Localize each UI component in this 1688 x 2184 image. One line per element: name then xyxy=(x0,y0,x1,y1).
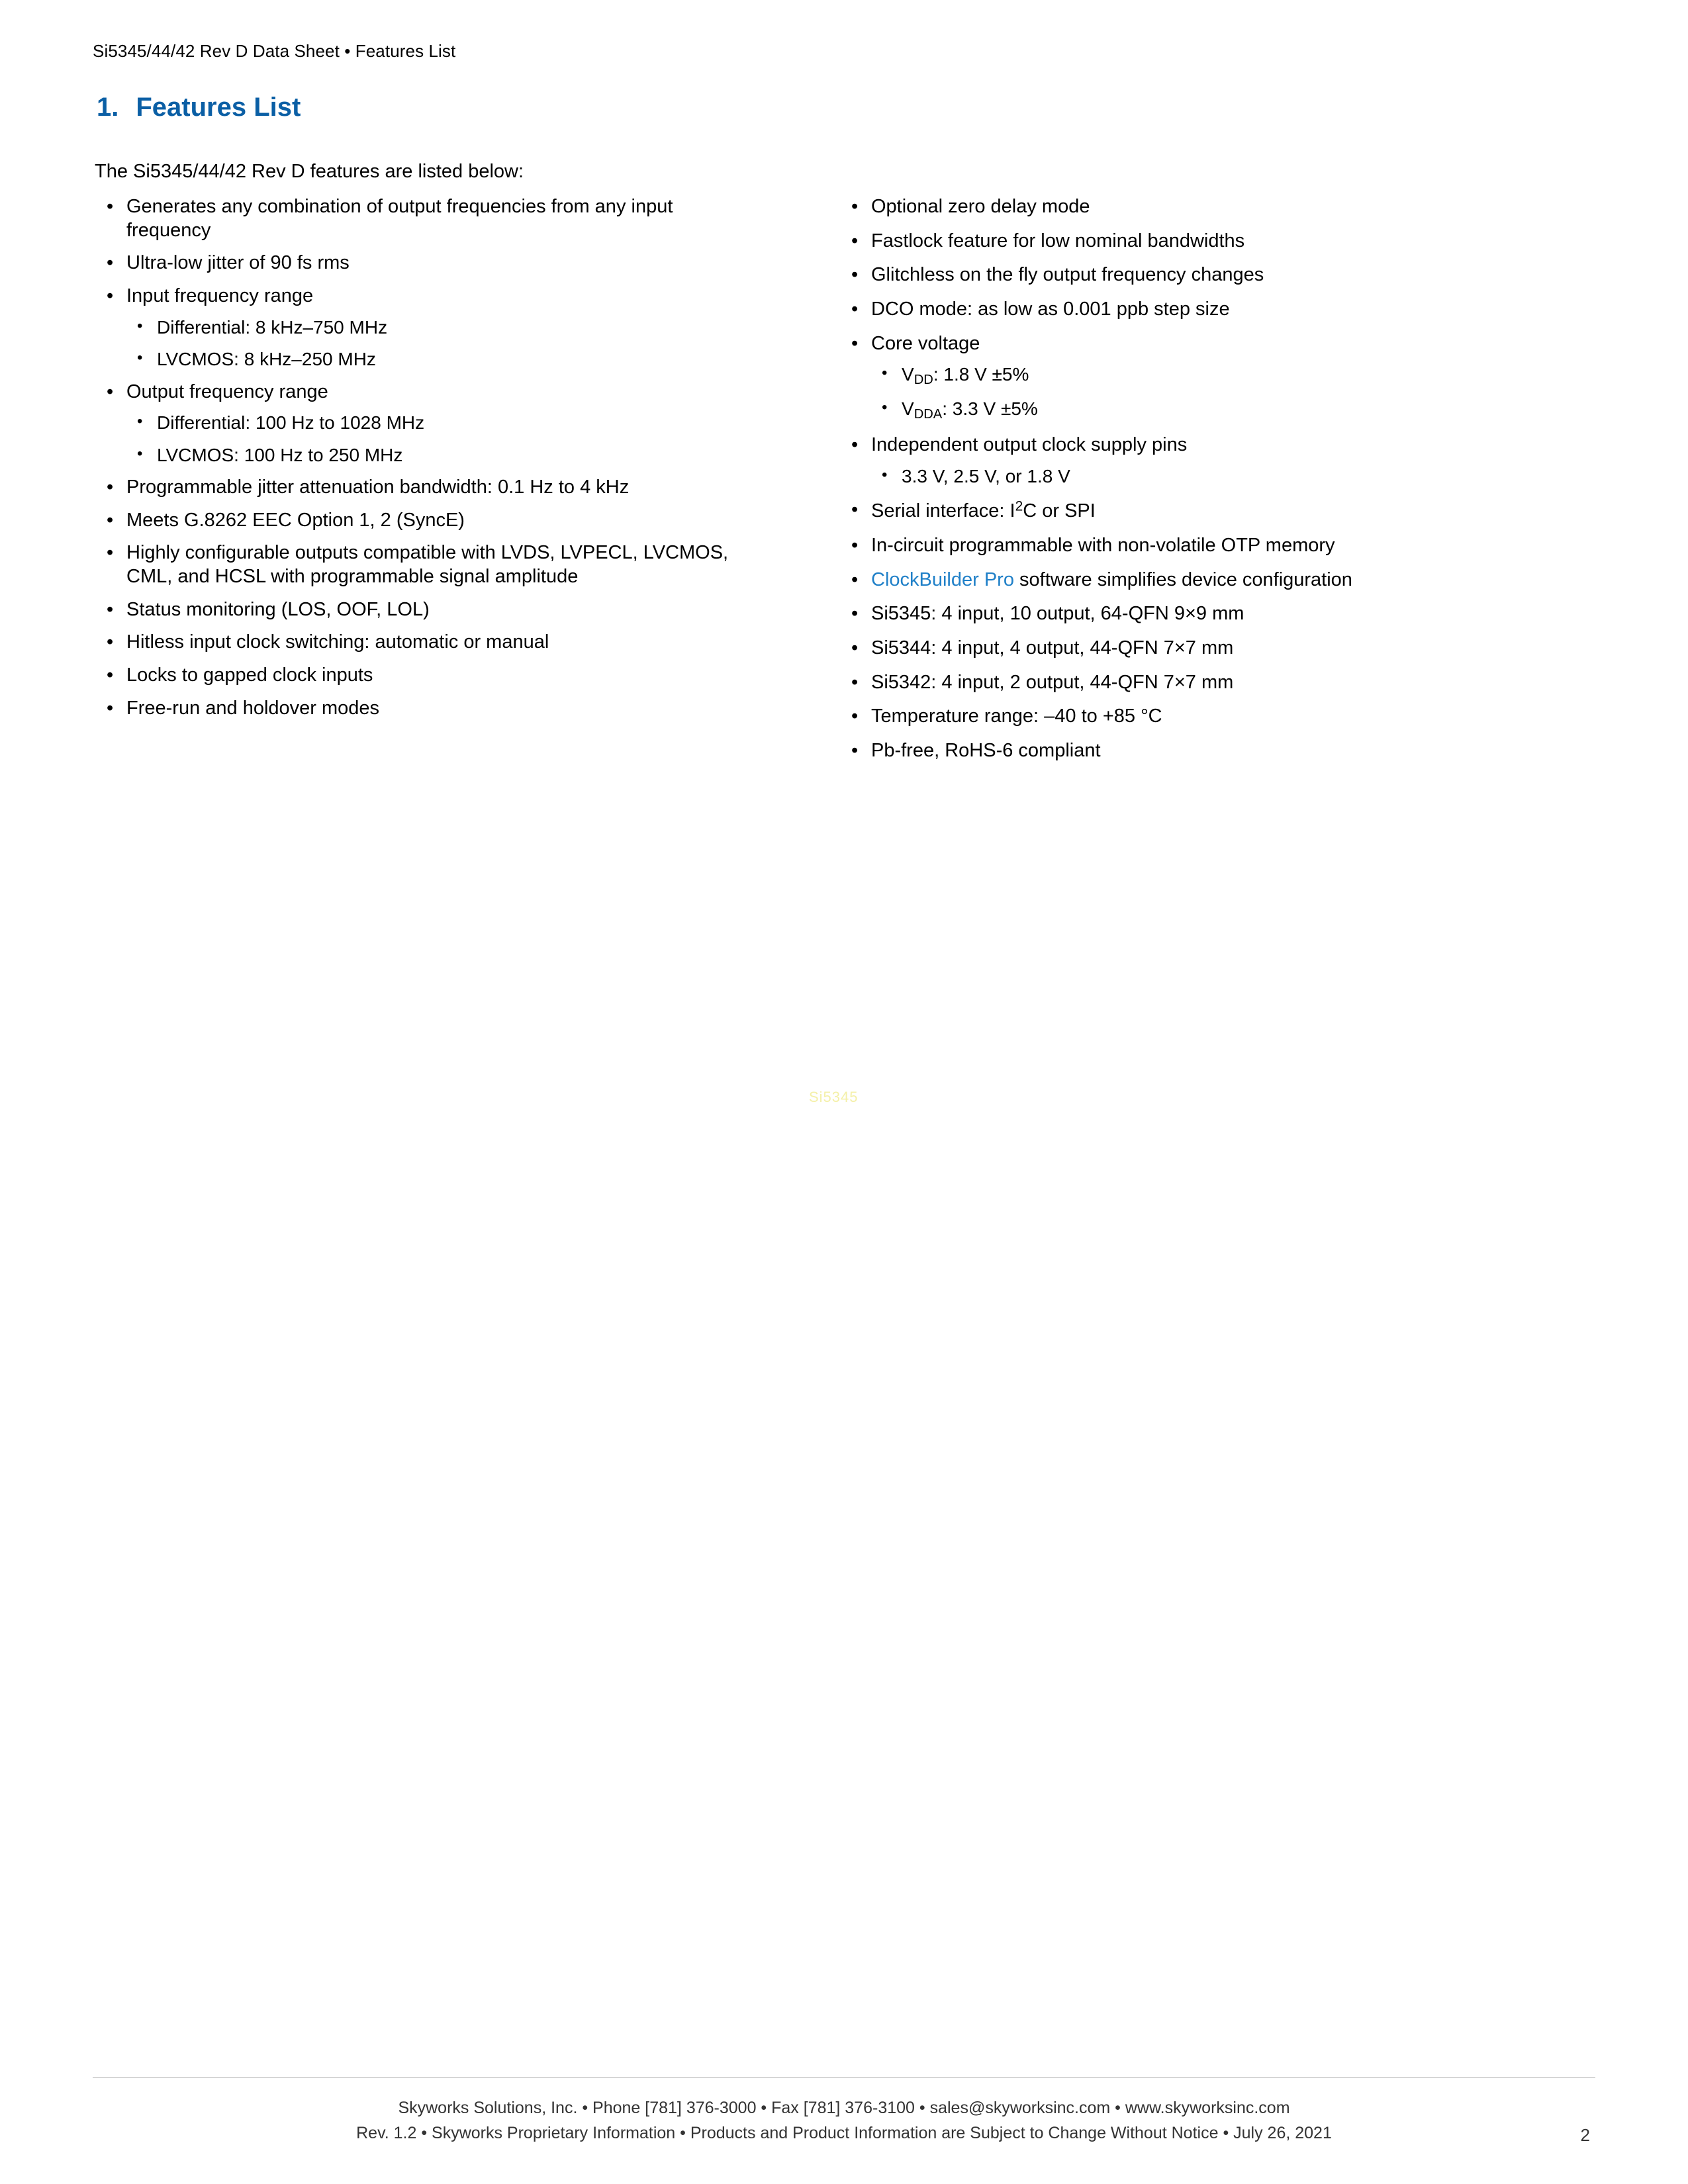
feature-text: Meets G.8262 EEC Option 1, 2 (SyncE) xyxy=(126,509,465,531)
feature-item xyxy=(839,569,1505,592)
feature-text: Si5344: 4 input, 4 output, 44-QFN 7×7 mm xyxy=(871,637,1234,659)
bullet-icon: • xyxy=(107,598,114,620)
feature-text: Highly configurable outputs compatible with LVDS, LVPECL, LVCMOS, CML, and HCSL with programmable signal amplitude xyxy=(126,542,729,587)
watermark: Si5345 xyxy=(809,1089,859,1105)
feature-subtext: 3.3 V, 2.5 V, or 1.8 V xyxy=(902,465,1070,486)
bullet-icon: • xyxy=(851,569,859,590)
feature-subtext: Differential: 8 kHz–750 MHz xyxy=(157,316,388,338)
feature-text: Glitchless on the fly output frequency changes xyxy=(871,264,1264,286)
feature-text: Input frequency range xyxy=(126,285,314,306)
feature-text: DCO mode: as low as 0.001 ppb step size xyxy=(871,298,1230,320)
feature-text: Core voltage xyxy=(871,332,980,354)
bullet-icon: • xyxy=(107,664,114,686)
bullet-icon: • xyxy=(107,631,114,653)
bullet-icon: • xyxy=(851,637,859,659)
feature-text: Hitless input clock switching: automatic or manual xyxy=(126,631,549,653)
feature-subtext: Differential: 100 Hz to 1028 MHz xyxy=(157,412,425,433)
bullet-icon: • xyxy=(107,509,114,531)
feature-subtext: $V_{DD}$: 1.8 V ±5% xyxy=(902,364,1029,388)
bullet-icon: • xyxy=(107,252,114,274)
bullet-icon: • xyxy=(882,398,888,417)
bullet-icon: • xyxy=(882,364,888,383)
feature-sublist xyxy=(871,465,1505,488)
feature-item xyxy=(839,298,1505,322)
feature-sublist xyxy=(126,316,760,371)
feature-item xyxy=(839,498,1505,523)
feature-subitem xyxy=(871,465,1505,488)
feature-item xyxy=(95,541,760,588)
bullet-icon: • xyxy=(137,316,143,335)
feature-item xyxy=(839,332,1505,423)
bullet-icon: • xyxy=(851,535,859,557)
bullet-icon: • xyxy=(851,196,859,217)
bullet-icon: • xyxy=(851,298,859,320)
feature-text: ClockBuilder Pro software simplifies device configuration xyxy=(871,569,1352,590)
bullet-icon: • xyxy=(851,705,859,727)
feature-text: Independent output clock supply pins xyxy=(871,433,1188,455)
bullet-icon: • xyxy=(851,499,859,520)
bullet-icon: • xyxy=(107,697,114,719)
feature-item xyxy=(95,251,760,275)
feature-text: Programmable jitter attenuation bandwidth: 0.1 Hz to 4 kHz xyxy=(126,477,630,498)
feature-item xyxy=(839,230,1505,253)
bullet-icon: • xyxy=(137,444,143,463)
feature-text: Status monitoring (LOS, OOF, LOL) xyxy=(126,598,430,620)
feature-item xyxy=(95,664,760,688)
feature-sublist xyxy=(871,363,1505,423)
feature-text: Si5345: 4 input, 10 output, 64-QFN 9×9 mm xyxy=(871,603,1244,625)
feature-text: Optional zero delay mode xyxy=(871,196,1090,217)
feature-subtext: $V_{DDA}$: 3.3 V ±5% xyxy=(902,398,1038,422)
section-title: Features List xyxy=(136,93,301,122)
page-title xyxy=(97,93,301,122)
feature-item xyxy=(95,697,760,721)
feature-item xyxy=(839,433,1505,488)
feature-subitem xyxy=(126,444,760,467)
feature-text: Temperature range: –40 to +85 °C xyxy=(871,705,1162,727)
feature-item xyxy=(839,637,1505,660)
feature-item xyxy=(95,476,760,500)
feature-subitem xyxy=(871,398,1505,423)
feature-item xyxy=(839,195,1505,219)
feature-item xyxy=(95,631,760,655)
feature-item xyxy=(95,285,760,371)
feature-sublist xyxy=(126,412,760,467)
page-footer xyxy=(0,2096,1688,2146)
section-number: 1. xyxy=(97,93,119,122)
feature-subitem xyxy=(126,348,760,371)
feature-text: Output frequency range xyxy=(126,381,328,402)
feature-item xyxy=(839,534,1505,558)
feature-subtext: LVCMOS: 100 Hz to 250 MHz xyxy=(157,444,403,465)
features-column-right xyxy=(839,195,1505,774)
feature-subitem xyxy=(126,412,760,434)
bullet-icon: • xyxy=(851,433,859,455)
feature-item xyxy=(95,381,760,467)
features-columns xyxy=(95,195,1505,774)
feature-text: In-circuit programmable with non-volatile OTP memory xyxy=(871,535,1335,557)
bullet-icon: • xyxy=(137,349,143,367)
feature-item xyxy=(95,598,760,622)
feature-subitem xyxy=(126,316,760,339)
bullet-icon: • xyxy=(851,332,859,354)
footer-line-1: Skyworks Solutions, Inc. • Phone [781] 376-3000 • Fax [781] 376-3100 • sales@skyworksinc.com • www.skyworksinc.com xyxy=(398,2099,1290,2117)
feature-text: Serial interface: $I^2C$ or SPI xyxy=(871,499,1096,522)
footer-divider xyxy=(93,2077,1595,2078)
bullet-icon: • xyxy=(851,671,859,693)
feature-list-left xyxy=(95,195,760,720)
footer-line-2: Rev. 1.2 • Skyworks Proprietary Information • Products and Product Information are Subject to Change Without Notice • July 26, 2021 xyxy=(356,2123,1332,2142)
bullet-icon: • xyxy=(851,603,859,625)
feature-item xyxy=(839,263,1505,287)
running-header: Si5345/44/42 Rev D Data Sheet • Features List xyxy=(93,41,456,61)
bullet-icon: • xyxy=(107,381,114,402)
feature-item xyxy=(95,509,760,533)
feature-text: Locks to gapped clock inputs xyxy=(126,664,373,686)
feature-text: Pb-free, RoHS-6 compliant xyxy=(871,739,1101,761)
feature-item xyxy=(839,739,1505,763)
feature-list-right xyxy=(839,195,1505,763)
bullet-icon: • xyxy=(137,412,143,431)
feature-text: Free-run and holdover modes xyxy=(126,697,380,719)
bullet-icon: • xyxy=(107,196,114,217)
feature-text: Si5342: 4 input, 2 output, 44-QFN 7×7 mm xyxy=(871,671,1234,693)
feature-item xyxy=(839,705,1505,729)
feature-subtext: LVCMOS: 8 kHz–250 MHz xyxy=(157,349,376,370)
bullet-icon: • xyxy=(107,477,114,498)
bullet-icon: • xyxy=(107,542,114,564)
feature-text: Ultra-low jitter of 90 fs rms xyxy=(126,252,350,274)
feature-text: Fastlock feature for low nominal bandwidths xyxy=(871,230,1245,251)
feature-text: Generates any combination of output frequencies from any input frequency xyxy=(126,196,673,241)
bullet-icon: • xyxy=(107,285,114,306)
feature-item xyxy=(839,671,1505,695)
intro-paragraph: The Si5345/44/42 Rev D features are listed below: xyxy=(95,161,524,182)
feature-subitem xyxy=(871,363,1505,388)
bullet-icon: • xyxy=(882,465,888,484)
bullet-icon: • xyxy=(851,739,859,761)
page-number: 2 xyxy=(1580,2125,1590,2145)
feature-item xyxy=(839,602,1505,626)
features-column-left xyxy=(95,195,760,774)
bullet-icon: • xyxy=(851,264,859,286)
feature-item xyxy=(95,195,760,242)
bullet-icon: • xyxy=(851,230,859,251)
